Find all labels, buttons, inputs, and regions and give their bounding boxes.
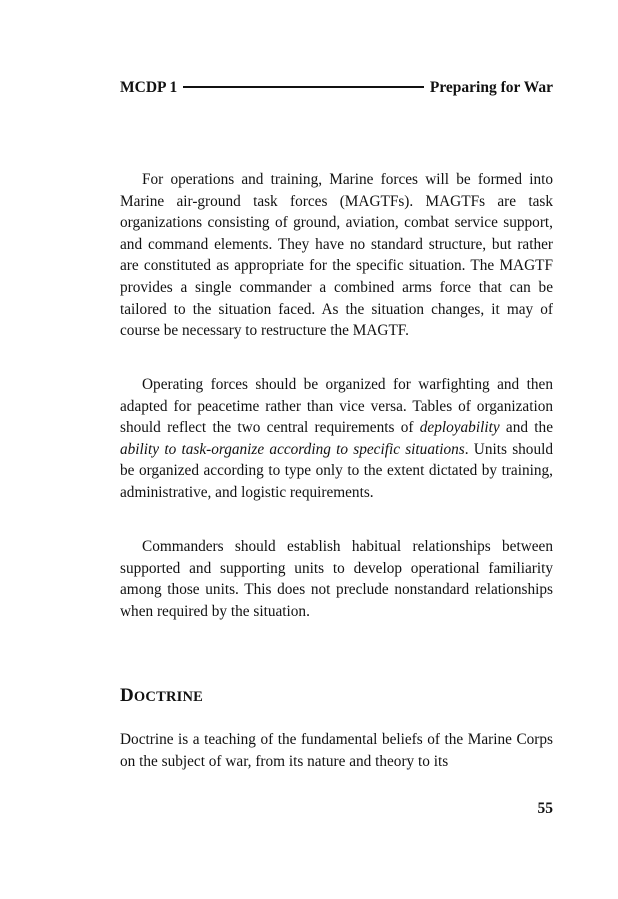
p2-text-start: Operating forces should be organized for warfighting and then adapted for peacetime rather than vice versa. Tables of organization should reflect the two central requirements of: [120, 376, 553, 437]
p2-emphasis-task-organize: ability to task-organize according to specific situations: [120, 440, 465, 458]
paragraph-magtf: For operations and training, Marine forces will be formed into Marine air-ground task forces (MAGTFs). MAGTFs are task organizations consisting of ground, aviation, combat service support, and command elements. They have no standard structure, but rather are constituted as appropriate for the specific situation. The MAGTF provides a single commander a combined arms force that can be tailored to the situation faced. As the situation changes, it may of course be necessary to restructure the MAGTF.: [120, 171, 553, 340]
running-header: [120, 78, 553, 98]
section-heading-doctrine: [120, 685, 203, 707]
paragraph-doctrine: Doctrine is a teaching of the fundamental beliefs of the Marine Corps on the subject of war, from its nature and theory to its: [120, 731, 553, 770]
paragraph-habitual-relationships: Commanders should establish habitual relationships between supported and supporting units to develop operational familiarity among those units. This does not preclude nonstandard relationships when required by the situation.: [120, 538, 553, 620]
header-publication-id: MCDP 1: [120, 79, 178, 96]
paragraph-operating-forces: [120, 374, 553, 504]
p2-text-mid: and the: [499, 419, 553, 437]
heading-initial: D: [120, 685, 134, 706]
heading-rest: OCTRINE: [133, 689, 204, 705]
header-chapter-title: Preparing for War: [429, 79, 553, 96]
page-number: 55: [537, 800, 553, 817]
p2-emphasis-deployability: deployability: [419, 419, 500, 437]
p2-text-end: . Units should be organized according to type only to the extent dictated by training, administrative, and logistic requirements.: [120, 440, 553, 501]
header-rule: [183, 86, 424, 88]
